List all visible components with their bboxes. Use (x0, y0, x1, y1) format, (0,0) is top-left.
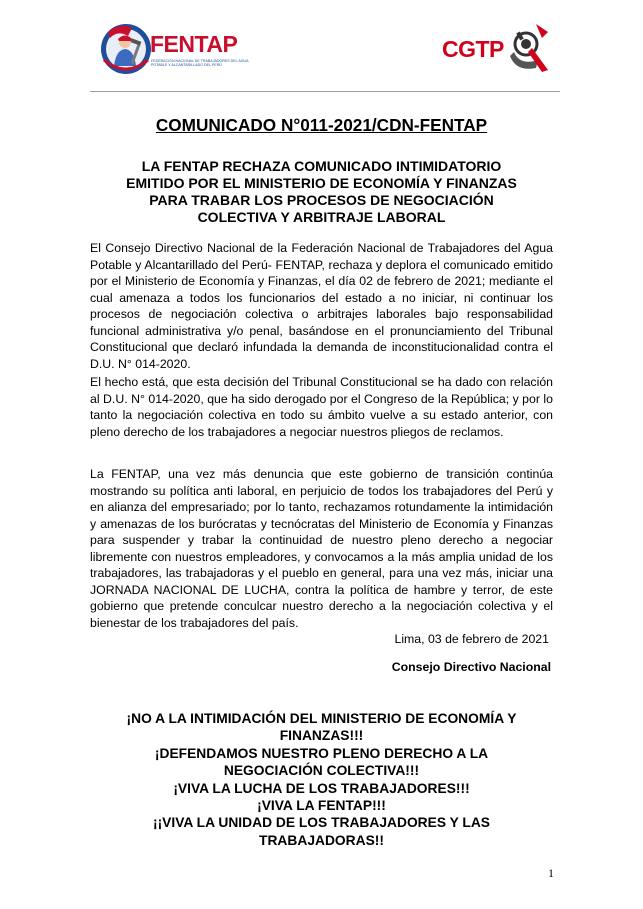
cgtp-logo-name: CGTP (442, 36, 504, 62)
slogan-line: ¡VIVA LA FENTAP!!! (257, 798, 386, 814)
slogan-line: ¡VIVA LA LUCHA DE LOS TRABAJADORES!!! (173, 780, 470, 796)
fentap-logo (98, 20, 268, 76)
document-headline (100, 158, 543, 226)
fentap-logo-subtitle: FEDERACIÓN NACIONAL DE TRABAJADORES DEL AGUA POTABLE Y ALCANTARILLADO DEL PERÚ (151, 59, 249, 68)
slogan-line: FINANZAS!!! (279, 728, 364, 744)
fentap-logo-name: FENTAP (150, 31, 238, 57)
slogan-line: NEGOCIACIÓN COLECTIVA!!! (223, 763, 420, 779)
slogan-line: ¡DEFENDAMOS NUESTRO PLENO DERECHO A LA (154, 745, 489, 761)
page-header (0, 0, 643, 92)
closing-slogans (96, 710, 547, 849)
slogan-line: ¡NO A LA INTIMIDACIÓN DEL MINISTERIO DE ECONOMÍA Y (126, 711, 517, 726)
slogan-line: ¡¡VIVA LA UNIDAD DE LOS TRABAJADORES Y LAS (152, 815, 491, 831)
document-date: Lima, 03 de febrero de 2021 (394, 632, 549, 646)
document-signature: Consejo Directivo Nacional (391, 660, 551, 674)
headline-line: EMITIDO POR EL MINISTERIO DE ECONOMÍA Y FINANZAS (126, 175, 517, 191)
document-title: COMUNICADO N°011-2021/CDN-FENTAP (155, 115, 488, 135)
cgtp-logo (440, 22, 550, 74)
worker-emblem-icon (98, 20, 154, 76)
headline-line: LA FENTAP RECHAZA COMUNICADO INTIMIDATORIO (141, 158, 502, 174)
cgtp-emblem-icon (506, 22, 550, 74)
headline-line: PARA TRABAR LOS PROCESOS DE NEGOCIACIÓN (149, 192, 494, 208)
headline-line: COLECTIVA Y ARBITRAJE LABORAL (197, 209, 446, 225)
body-paragraph-2: El hecho está, que esta decisión del Tribunal Constitucional se ha dado con relación al D.U. N° 014-2020, que ha sido derogado por el Congreso de la República; y por lo tanto la negociación colectiva en todo su ámbito vuelve a su estado anterior, con pleno derecho de los trabajadores a negociar nuestros pliegos de reclamos. (90, 375, 553, 439)
page-number: 1 (548, 866, 554, 880)
header-divider (90, 91, 560, 92)
slogan-line: TRABAJADORAS!! (259, 832, 384, 848)
body-paragraph-1: El Consejo Directivo Nacional de la Federación Nacional de Trabajadores del Agua Potable y Alcantarillado del Perú- FENTAP, rechaza y deplora el comunicado emitido por el Ministerio de Economía y Finanzas, el día 02 de febrero de 2021; mediante el cual amenaza a todos los funcionarios del estado a no iniciar, ni continuar los procesos de negociación colectiva o arbitrajes laborales bajo responsabilidad funcional administrativa y/o penal, basándose en el pronunciamiento del Tribunal Constitucional que declaró infundada la demanda de inconstitucionalidad contra el D.U. N° 014-2020. (90, 241, 553, 371)
body-paragraph-3: La FENTAP, una vez más denuncia que este gobierno de transición continúa mostrando su política anti laboral, en perjuicio de todos los trabajadores del Perú y en alianza del empresariado; por lo tanto, rechazamos rotundamente la intimidación y amenazas de los burócratas y tecnócratas del Ministerio de Economía y Finanzas para suspender y trabar la continuidad de nuestro pleno derecho a negociar libremente con nuestros empleadores, y convocamos a la más amplia unidad de los trabajadores, las trabajadoras y el pueblo en general, para una vez más, iniciar una JORNADA NACIONAL DE LUCHA, contra la política de hambre y terror, de este gobierno que pretende conculcar nuestro derecho a la negociación colectiva y el bienestar de los trabajadores del país. (90, 467, 553, 630)
